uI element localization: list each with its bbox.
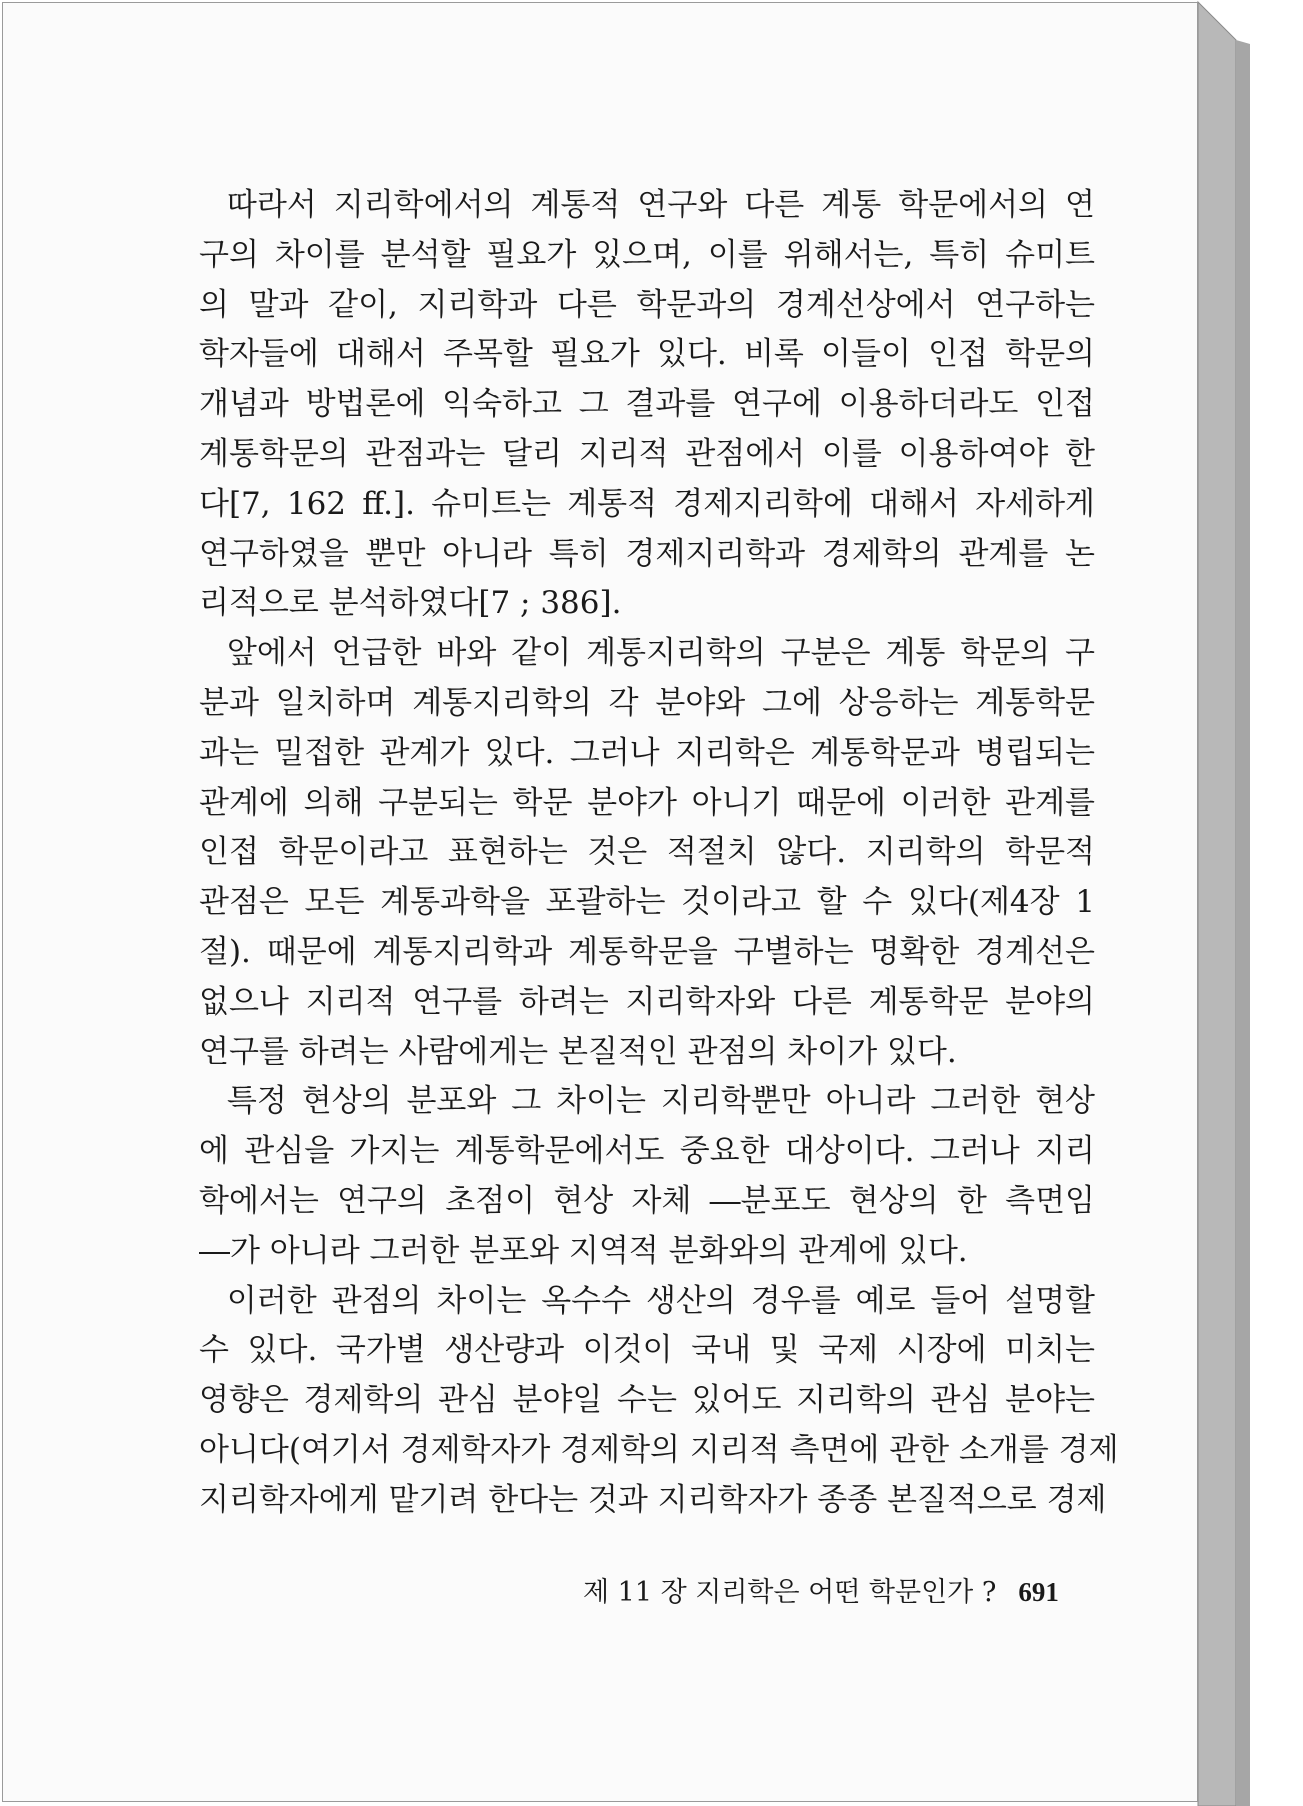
text-line: 리적으로 분석하였다[7 ; 386]. xyxy=(199,585,622,622)
text-line: 이러한 관점의 차이는 옥수수 생산의 경우를 예로 들어 설명할 xyxy=(226,1282,1095,1319)
paragraph xyxy=(199,629,1095,1077)
text-line: 연구를 하려는 사람에게는 본질적인 관점의 차이가 있다. xyxy=(199,1033,957,1070)
text-line: 관계에 의해 구분되는 학문 분야가 아니기 때문에 이러한 관계를 xyxy=(199,784,1095,821)
text-line: 다[7, 162 ff.]. 슈미트는 계통적 경제지리학에 대해서 자세하게 xyxy=(199,485,1095,522)
text-line: 분과 일치하며 계통지리학의 각 분야와 그에 상응하는 계통학문 xyxy=(199,684,1095,721)
text-line: 계통학문의 관점과는 달리 지리적 관점에서 이를 이용하여야 한 xyxy=(199,435,1095,472)
page-number: 691 xyxy=(1018,1577,1059,1607)
text-line: 관점은 모든 계통과학을 포괄하는 것이라고 할 수 있다(제4장 1 xyxy=(199,884,1095,921)
text-line: 아니다(여기서 경제학자가 경제학의 지리적 측면에 관한 소개를 경제 xyxy=(199,1431,1119,1468)
text-line: 수 있다. 국가별 생산량과 이것이 국내 및 국제 시장에 미치는 xyxy=(199,1332,1095,1369)
text-line: 특정 현상의 분포와 그 차이는 지리학뿐만 아니라 그러한 현상 xyxy=(226,1083,1095,1120)
text-line: 영향은 경제학의 관심 분야일 수는 있어도 지리학의 관심 분야는 xyxy=(199,1382,1095,1419)
text-line: 에 관심을 가지는 계통학문에서도 중요한 대상이다. 그러나 지리 xyxy=(199,1133,1095,1170)
text-line: 개념과 방법론에 익숙하고 그 결과를 연구에 이용하더라도 인접 xyxy=(199,386,1095,423)
text-line: 연구하였을 뿐만 아니라 특히 경제지리학과 경제학의 관계를 논 xyxy=(199,535,1095,572)
text-line: 학자들에 대해서 주목할 필요가 있다. 비록 이들이 인접 학문의 xyxy=(199,336,1095,373)
text-line: 구의 차이를 분석할 필요가 있으며, 이를 위해서는, 특히 슈미트 xyxy=(199,236,1095,273)
text-line: 학에서는 연구의 초점이 현상 자체 ―분포도 현상의 한 측면임 xyxy=(199,1182,1095,1219)
text-line: 지리학자에게 맡기려 한다는 것과 지리학자가 종종 본질적으로 경제 xyxy=(199,1481,1107,1518)
text-line: 의 말과 같이, 지리학과 다른 학문과의 경계선상에서 연구하는 xyxy=(199,286,1095,323)
paragraph xyxy=(199,1077,1095,1276)
running-head: 제 11 장 지리학은 어떤 학문인가 ? xyxy=(583,1577,997,1608)
text-line: 따라서 지리학에서의 계통적 연구와 다른 계통 학문에서의 연 xyxy=(226,187,1095,223)
body-text xyxy=(199,181,1119,1526)
paragraph xyxy=(199,181,1095,629)
text-line: 인접 학문이라고 표현하는 것은 적절치 않다. 지리학의 학문적 xyxy=(199,834,1095,871)
book-page xyxy=(2,2,1198,1802)
text-line: ―가 아니라 그러한 분포와 지역적 분화와의 관계에 있다. xyxy=(199,1232,968,1269)
text-line: 없으나 지리적 연구를 하려는 지리학자와 다른 계통학문 분야의 xyxy=(199,983,1095,1020)
text-line: 앞에서 언급한 바와 같이 계통지리학의 구분은 계통 학문의 구 xyxy=(226,635,1095,672)
text-line: 과는 밀접한 관계가 있다. 그러나 지리학은 계통학문과 병립되는 xyxy=(199,734,1095,771)
text-line: 절). 때문에 계통지리학과 계통학문을 구별하는 명확한 경계선은 xyxy=(199,933,1095,970)
page-footer xyxy=(583,1570,1083,1609)
paragraph xyxy=(199,1277,1119,1526)
